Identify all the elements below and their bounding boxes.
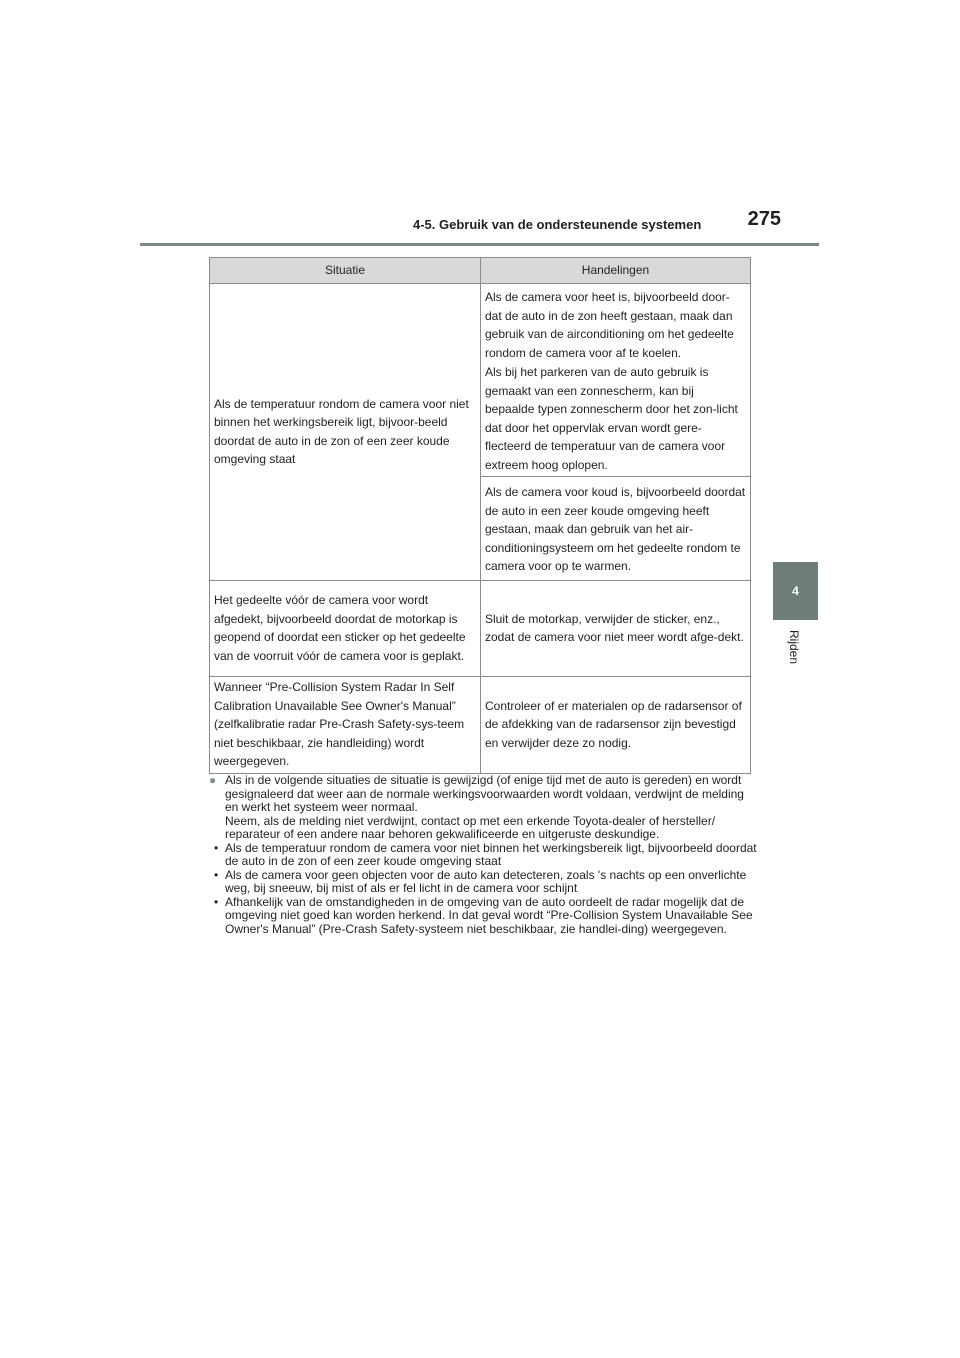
actions-cell: Controleer of er materialen op de radarsensor of de afdekking van de radarsensor zijn bevestigd en verwijder deze zo nodig. (481, 676, 751, 773)
note-main-text: Als in de volgende situaties de situatie is gewijzigd (of enige tijd met de auto is gereden) en wordt gesignaleerd dat weer aan de normale werkingsvoorwaarden wordt voldaan, verdwijnt de melding en werkt het systeem weer normaal. (225, 773, 744, 814)
situation-table (209, 257, 751, 774)
action-text: Als de camera voor koud is, bijvoorbeeld doordat de auto in een zeer koude omgeving heeft gestaan, maak dan gebruik van het air-conditioningsysteem om het gedeelte rondom te camera voor op te warmen. (485, 485, 746, 573)
table-header-row (210, 258, 751, 284)
column-header-situation: Situatie (210, 258, 481, 284)
header-divider (140, 243, 819, 246)
table-row (210, 580, 751, 676)
section-title: 4-5. Gebruik van de ondersteunende systemen (413, 217, 702, 232)
chapter-label: Rijden (787, 630, 801, 665)
dot-bullet-icon: • (214, 840, 219, 855)
note-main-continued: Neem, als de melding niet verdwijnt, contact op met een erkende Toyota-dealer of hersteller/ reparateur of een andere naar behoren gekwalificeerde en uitgeruste deskundige. (225, 813, 716, 841)
actions-cell: Sluit de motorkap, verwijder de sticker, enz., zodat de camera voor niet meer wordt afge-dekt. (481, 580, 751, 676)
situation-cell: Het gedeelte vóór de camera voor wordt afgedekt, bijvoorbeeld doordat de motorkap is geopend of doordat een sticker op het gedeelte van de voorruit vóór de camera voor is geplakt. (210, 580, 481, 676)
cell-divider (481, 476, 750, 477)
list-item-text: Afhankelijk van de omstandigheden in de omgeving van de auto oordeelt de radar mogelijk dat de omgeving niet goed kan worden herkend. In dat geval wordt “Pre-Collision System Unavailable See Owner's Manual” (Pre-Crash Safety-systeem niet beschikbaar, zie handlei-ding) weergegeven. (225, 894, 753, 936)
dot-bullet-icon: • (214, 894, 219, 909)
circle-bullet-icon: ● (209, 773, 217, 787)
list-item-text: Als de camera voor geen objecten voor de auto kan detecteren, zoals 's nachts op een onverlichte weg, bij sneeuw, bij mist of als er fel licht in de camera voor schijnt (225, 867, 747, 895)
dot-bullet-icon: • (214, 867, 219, 882)
list-item-text: Als de temperatuur rondom de camera voor niet binnen het werkingsbereik ligt, bijvoorbeeld doordat de auto in de zon of een zeer koude omgeving staat (225, 840, 757, 868)
list-item (209, 896, 757, 937)
situation-cell: Wanneer “Pre-Collision System Radar In Self Calibration Unavailable See Owner's Manual” (zelfkalibratie radar Pre-Crash Safety-sys-teem niet beschikbaar, zie handleiding) wordt weergegeven. (210, 676, 481, 773)
actions-cell (481, 284, 751, 581)
list-item (209, 869, 757, 896)
table-row (210, 284, 751, 581)
column-header-actions: Handelingen (481, 258, 751, 284)
chapter-tab: 4 (773, 562, 818, 620)
list-item (209, 842, 757, 869)
table-row (210, 676, 751, 773)
action-text: Als bij het parkeren van de auto gebruik is gemaakt van een zonnescherm, kan bij bepaalde typen zonnescherm door het zon-licht dat door het oppervlak ervan wordt gere-flecteerd de temperatuur van de camera voor extreem hoog oplopen. (485, 365, 738, 472)
note-main (209, 774, 757, 815)
situation-cell: Als de temperatuur rondom de camera voor niet binnen het werkingsbereik ligt, bijvoor-beeld doordat de auto in de zon of een zeer koude omgeving staat (210, 284, 481, 581)
notes-section (209, 774, 757, 936)
action-text: Als de camera voor heet is, bijvoorbeeld door-dat de auto in de zon heeft gestaan, maak dan gebruik van de airconditioning om het gedeelte rondom de camera voor af te koelen. (485, 290, 734, 360)
page-number: 275 (747, 208, 781, 230)
